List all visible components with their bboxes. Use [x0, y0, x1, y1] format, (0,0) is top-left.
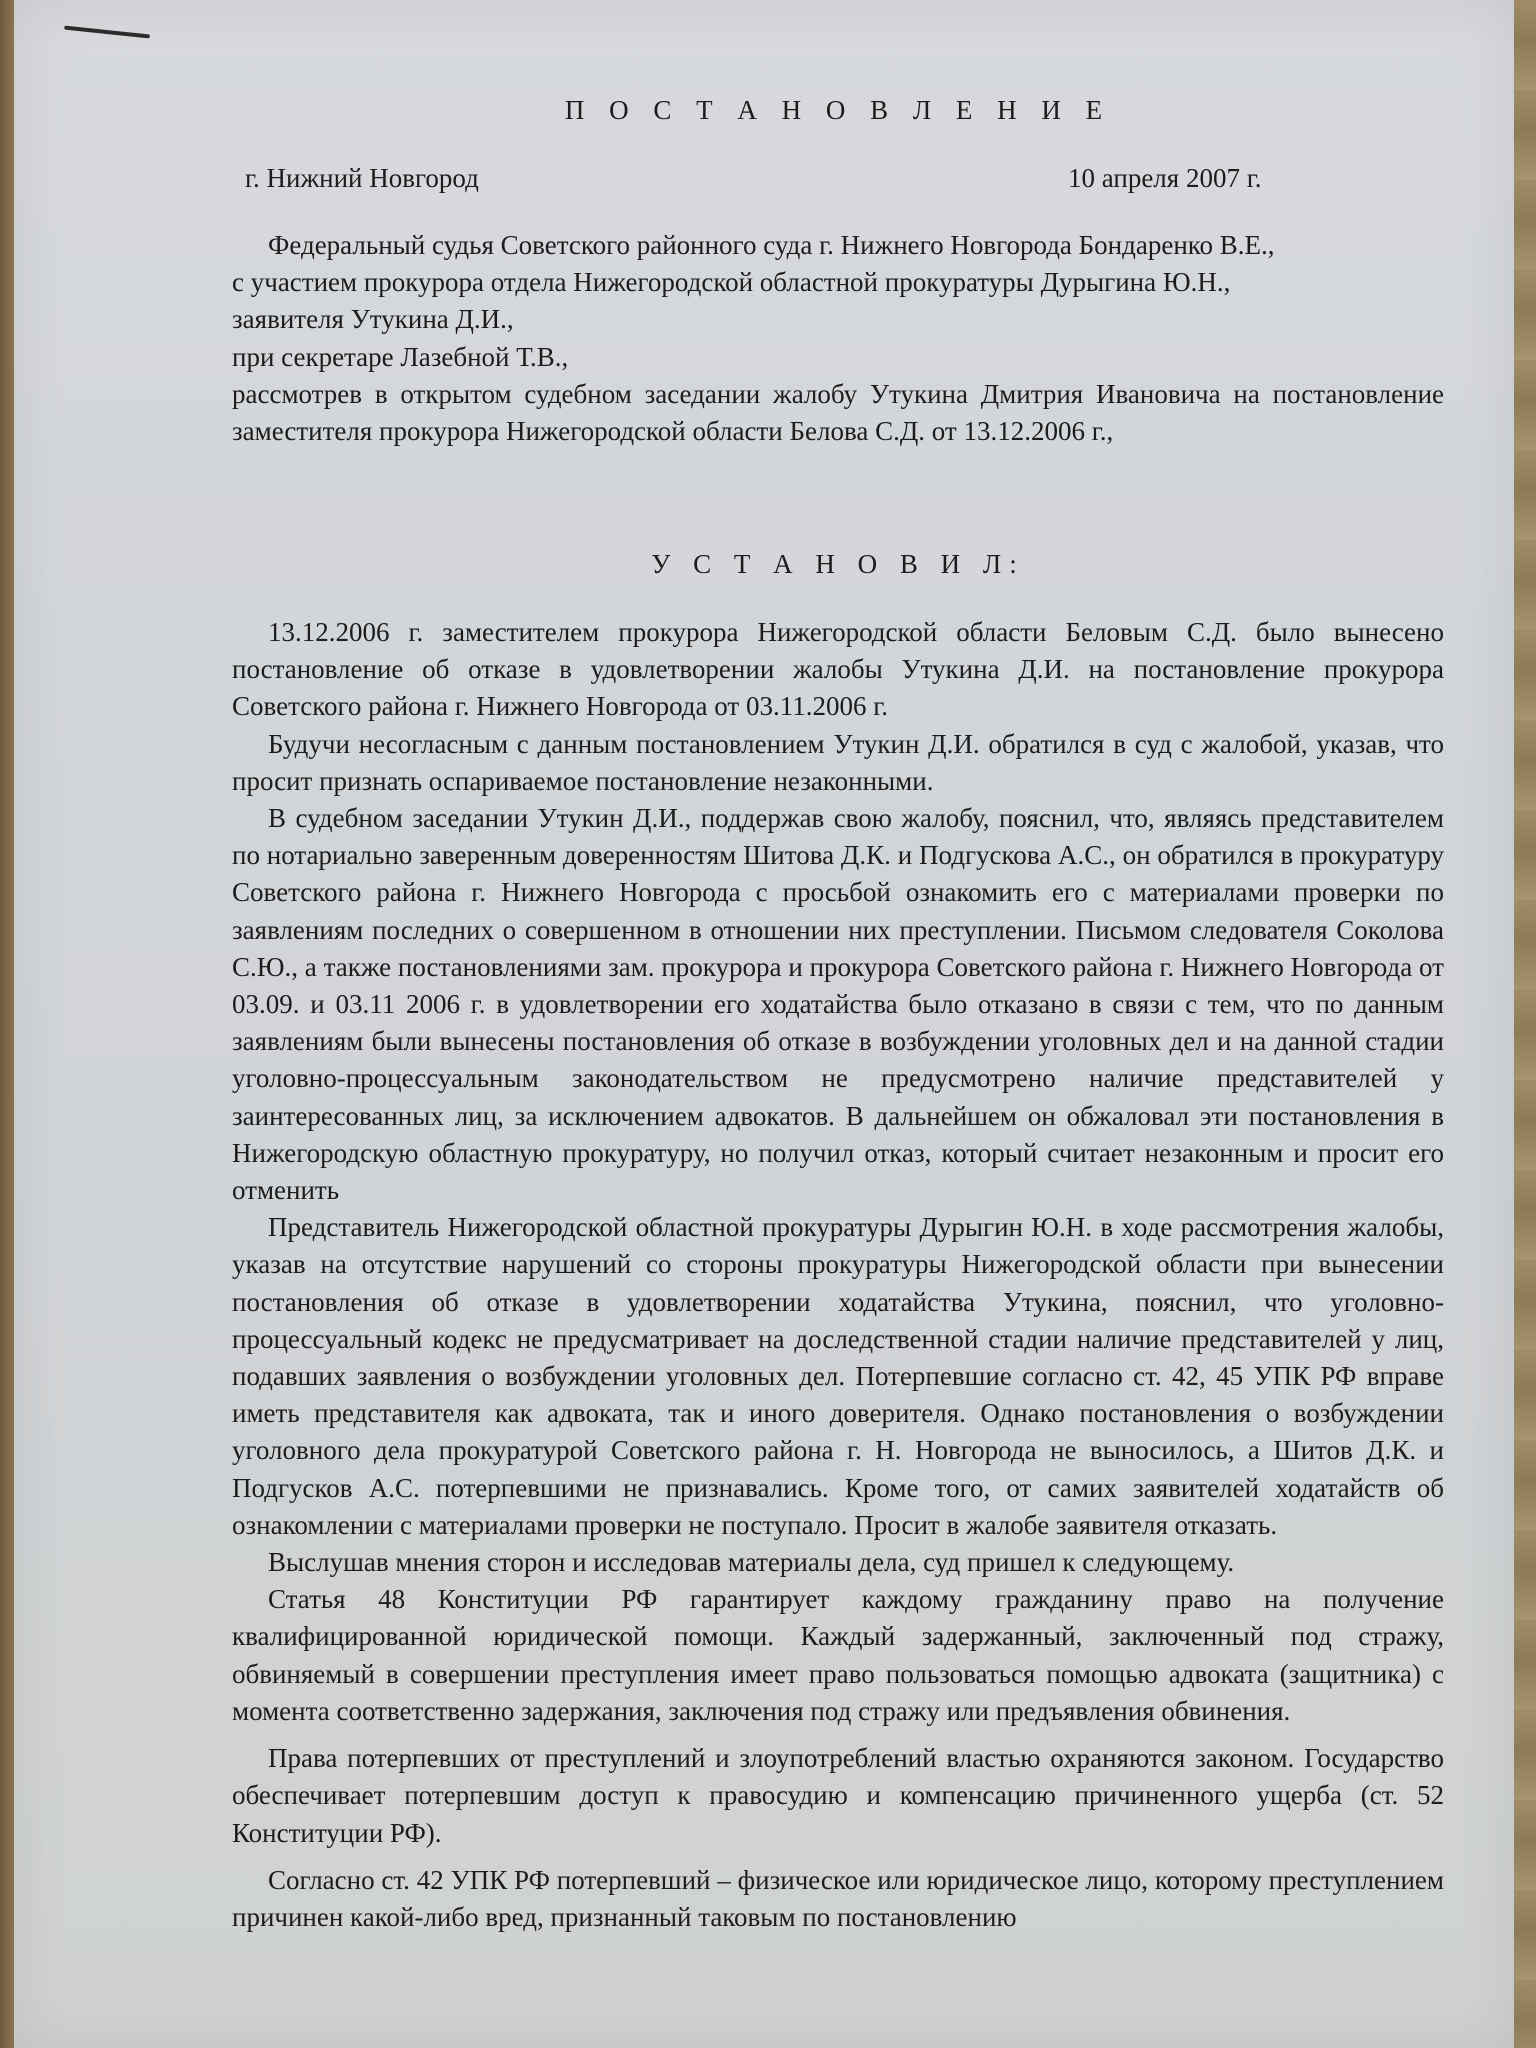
paragraph: Статья 48 Конституции РФ гарантирует каждому гражданину право на получение квалифицированной юридической помощи. Каждый задержанный, заключенный под стражу, обвиняемый в совершении преступления имеет право пользоваться помощью адвоката (защитника) с момента соответственно задержания, заключения под стражу или предъявления обвинения.	[232, 1584, 1444, 1726]
intro-applicant: заявителя Утукина Д.И.,	[232, 304, 514, 335]
document-date: 10 апреля 2007 г.	[1068, 163, 1262, 193]
paragraph: Согласно ст. 42 УПК РФ потерпевший – физическое или юридическое лицо, которому преступлением причинен какой-либо вред, признанный таковым по постановлению	[232, 1864, 1444, 1932]
paragraph: 13.12.2006 г. заместителем прокурора Нижегородской области Беловым С.Д. было вынесено постановление об отказе в удовлетворении жалобы Утукина Д.И. на постановление прокурора Советского района г. Нижнего Новгорода от 03.11.2006 г.	[232, 617, 1444, 722]
paragraph: Права потерпевших от преступлений и злоупотреблений властью охраняются законом. Государство обеспечивает потерпевшим доступ к правосудию и компенсацию причиненного ущерба (ст. 52 Конституции РФ).	[232, 1743, 1444, 1848]
document-title: П О С Т А Н О В Л Е Н И Е	[564, 95, 1112, 125]
desk-surface-left	[0, 0, 14, 2048]
intro-considered: рассмотрев в открытом судебном заседании жалобу Утукина Дмитрия Ивановича на постановление заместителя прокурора Нижегородской области Белова С.Д. от 13.12.2006 г.,	[232, 378, 1444, 447]
intro-secretary: при секретаре Лазебной Т.В.,	[232, 341, 569, 372]
document-place: г. Нижний Новгород	[245, 163, 479, 193]
paragraph: Будучи несогласным с данным постановлением Утукин Д.И. обратился в суд с жалобой, указав, что просит признать оспариваемое постановление незаконными.	[232, 728, 1444, 796]
paragraph: В судебном заседании Утукин Д.И., поддержав свою жалобу, пояснил, что, являясь представителем по нотариально заверенным доверенностям Шитова Д.К. и Подгускова А.С., он обратился в прокуратуру Советского района г. Нижнего Новгорода с просьбой ознакомить его с материалами проверки по заявлениям последних о совершенном в отношении них преступлении. Письмом следователя Соколова С.Ю., а также постановлениями зам. прокурора и прокурора Советского района г. Нижнего Новгорода от 03.09. и 03.11 2006 г. в удовлетворении его ходатайства было отказано в связи с тем, что по данным заявлениям были вынесены постановления об отказе в возбуждении уголовных дел и на данной стадии уголовно-процессуальным законодательством не предусмотрено наличие представителей у заинтересованных лиц, за исключением адвокатов. В дальнейшем он обжаловал эти постановления в Нижегородскую областную прокуратуру, но получил отказ, который считает незаконным и просит его отменить	[232, 803, 1444, 1206]
intro-block	[232, 227, 1444, 450]
section-title: У С Т А Н О В И Л:	[651, 549, 1025, 579]
pen-stroke-mark	[64, 26, 150, 39]
desk-surface-right	[1514, 0, 1536, 2048]
intro-judge: Федеральный судья Советского районного суда г. Нижнего Новгорода Бондаренко В.Е.,	[268, 230, 1275, 260]
paragraph: Выслушав мнения сторон и исследовав материалы дела, суд пришел к следующему.	[268, 1547, 1235, 1578]
intro-prosecutor: с участием прокурора отдела Нижегородской областной прокуратуры Дурыгина Ю.Н.,	[232, 267, 1231, 298]
body-text	[232, 614, 1444, 1936]
paragraph: Представитель Нижегородской областной прокуратуры Дурыгин Ю.Н. в ходе рассмотрения жалобы, указав на отсутствие нарушений со стороны прокуратуры Нижегородской области при вынесении постановления об отказе в удовлетворении ходатайства Утукина, пояснил, что уголовно-процессуальный кодекс не предусматривает на доследственной стадии наличие представителей у лиц, подавших заявления о возбуждении уголовных дел. Потерпевшие согласно ст. 42, 45 УПК РФ вправе иметь представителя как адвоката, так и иного доверителя. Однако постановления о возбуждении уголовного дела прокуратурой Советского района г. Н. Новгорода не выносилось, а Шитов Д.К. и Подгусков А.С. потерпевшими не признавались. Кроме того, от самих заявителей ходатайств об ознакомлении с материалами проверки не поступало. Просит в жалобе заявителя отказать.	[232, 1212, 1444, 1540]
